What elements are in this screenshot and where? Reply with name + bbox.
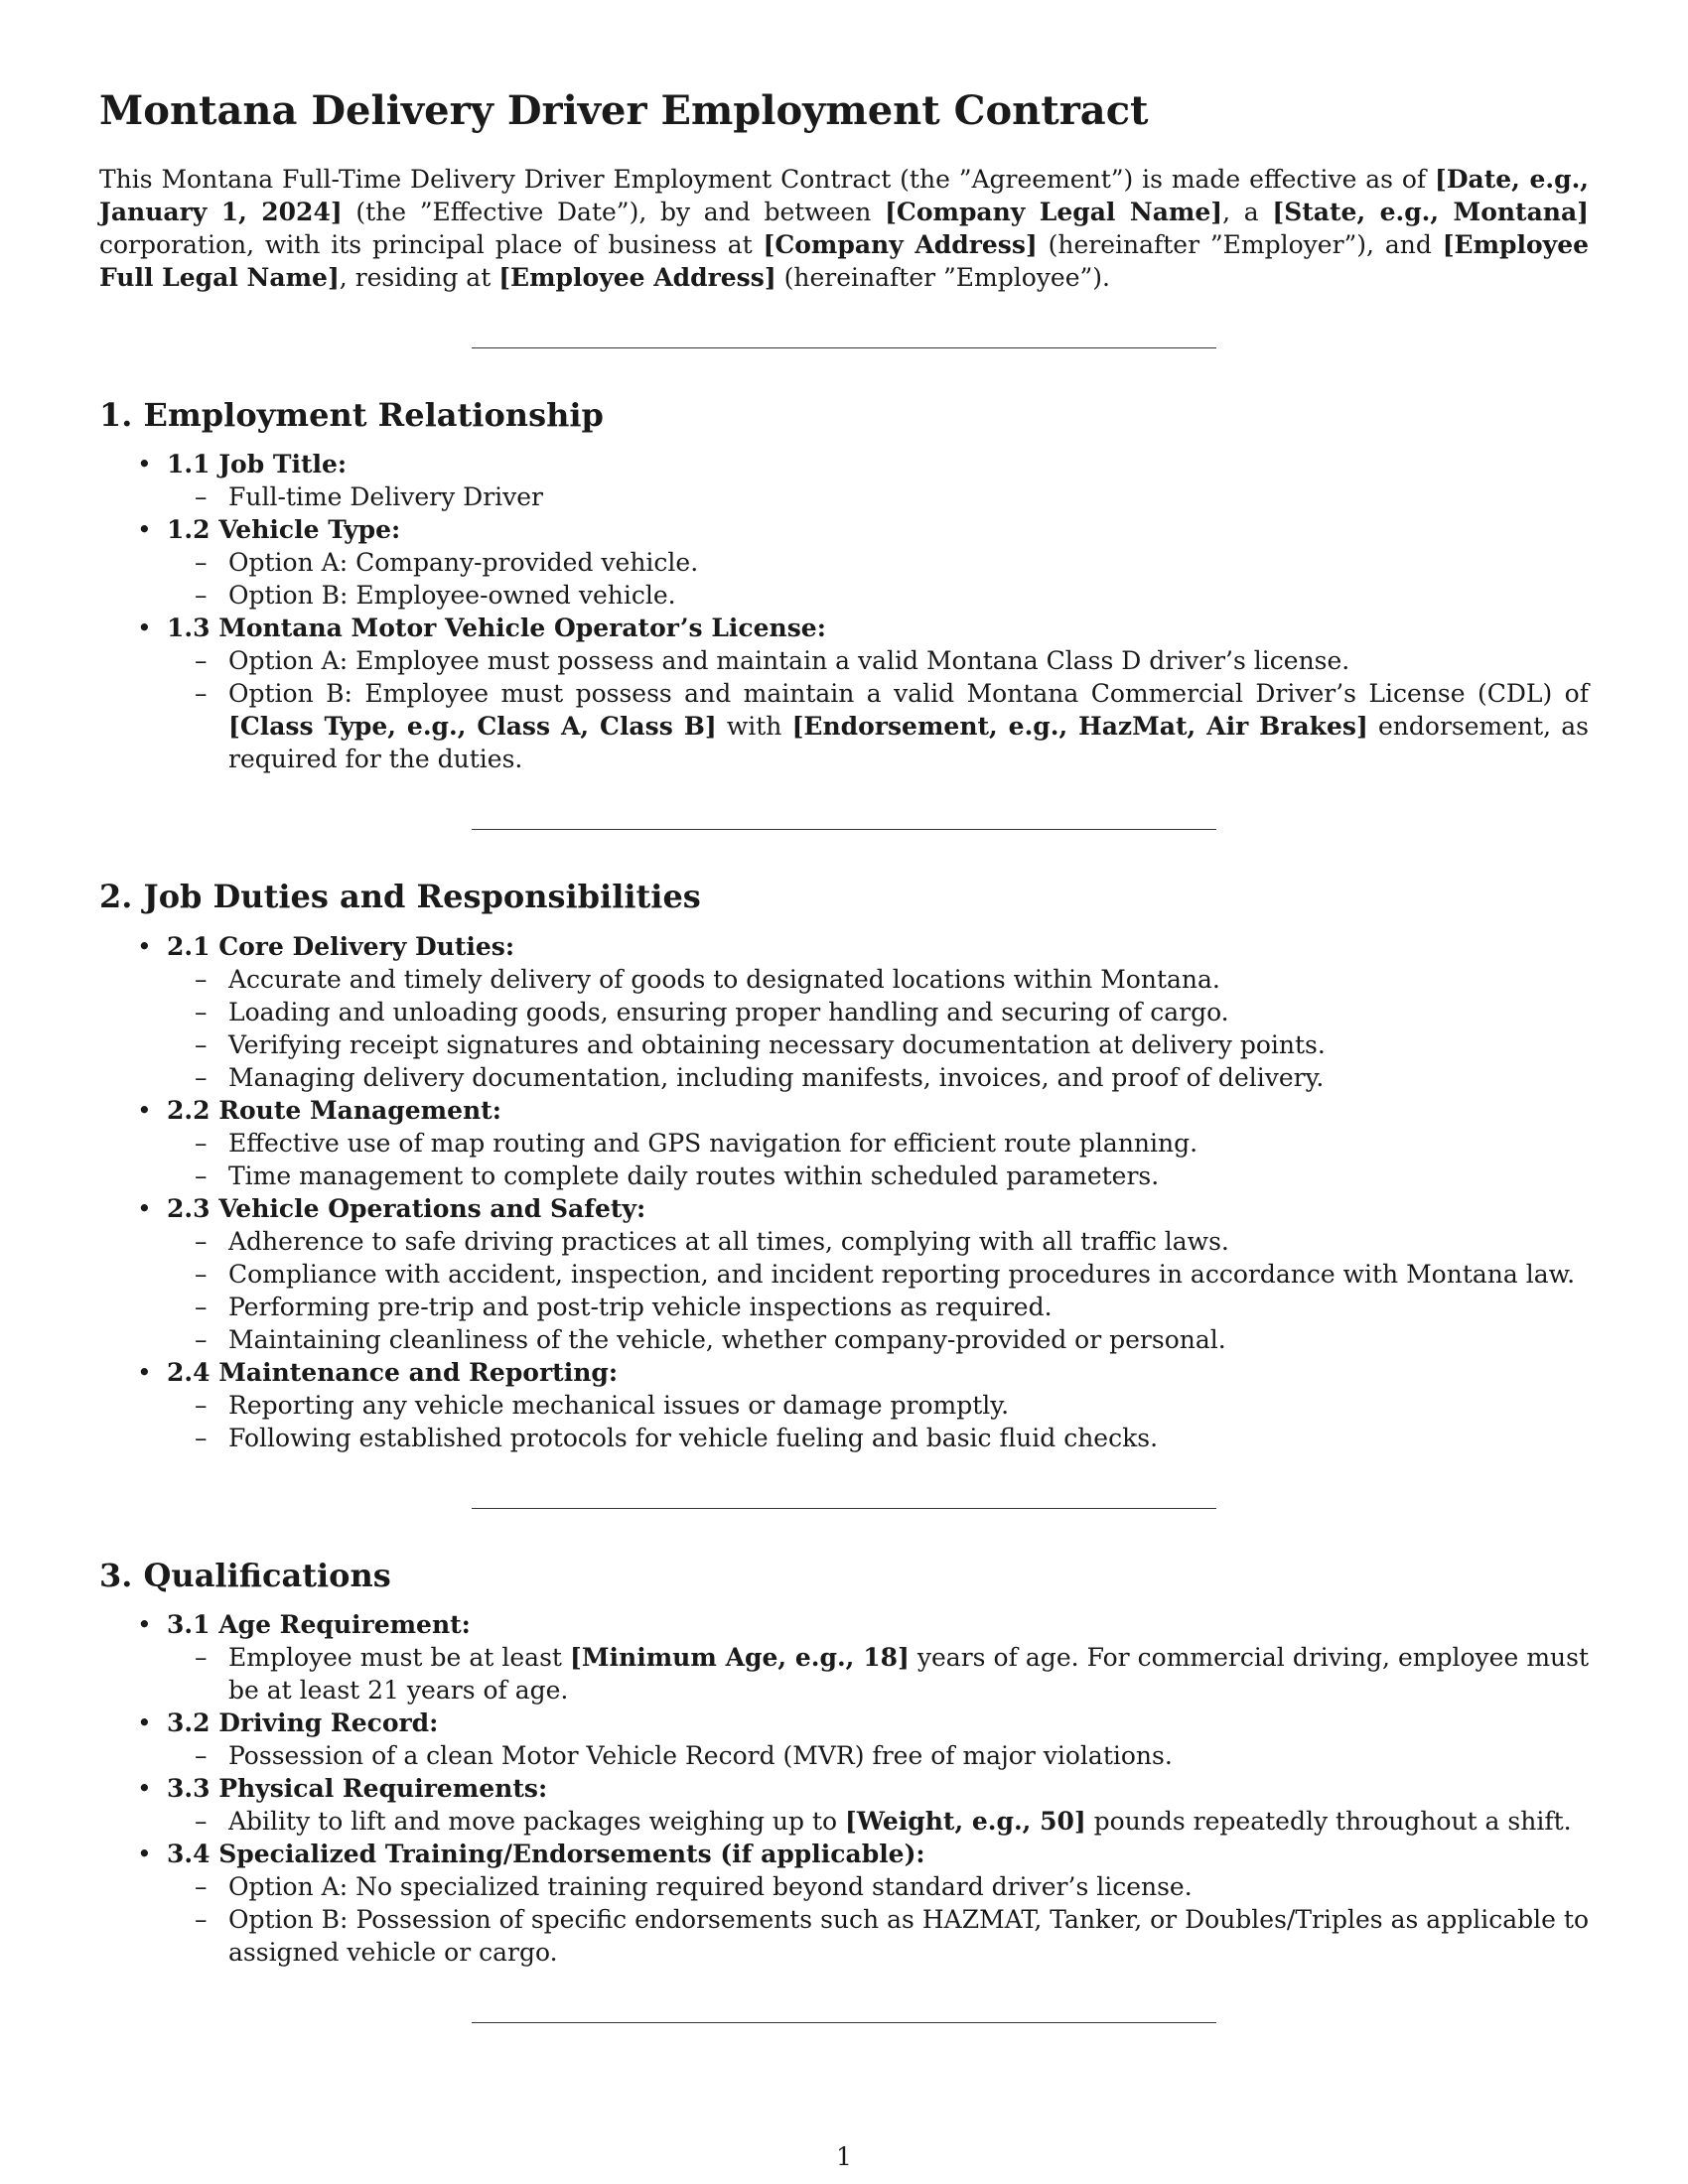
dash-icon: – bbox=[195, 1741, 208, 1771]
list-item bbox=[99, 1192, 1589, 1356]
list-item bbox=[99, 1838, 1589, 1969]
sub-item-text: endorsement, as required for the duties. bbox=[228, 712, 1590, 774]
section-heading: 1. Employment Relationship bbox=[99, 396, 604, 434]
sub-list-item bbox=[167, 1127, 1589, 1160]
dash-icon: – bbox=[195, 679, 208, 709]
sub-list-item bbox=[167, 1641, 1589, 1706]
dash-icon: – bbox=[195, 1643, 208, 1673]
intro-text: (hereinafter ”Employee”). bbox=[775, 263, 1110, 292]
item-title: 3.4 Specialized Training/Endorsements (if applicable): bbox=[167, 1840, 925, 1869]
sub-item-text: Managing delivery documentation, including manifests, invoices, and proof of delivery. bbox=[228, 1062, 1325, 1092]
sub-list bbox=[167, 1805, 1589, 1838]
bullet-icon: • bbox=[137, 1708, 152, 1738]
item-title: 2.3 Vehicle Operations and Safety: bbox=[167, 1193, 646, 1223]
dash-icon: – bbox=[195, 1029, 208, 1059]
section-divider bbox=[472, 829, 1216, 830]
sub-item-text: Option A: Employee must possess and maintain a valid Montana Class D driver’s license. bbox=[228, 646, 1350, 676]
list-item bbox=[99, 612, 1589, 775]
sub-list-item bbox=[167, 1028, 1589, 1061]
dash-icon: – bbox=[195, 1160, 208, 1190]
item-title: 2.4 Maintenance and Reporting: bbox=[167, 1357, 619, 1387]
sub-list-item bbox=[167, 546, 1589, 579]
intro-text: (hereinafter ”Employer”), and bbox=[1037, 230, 1443, 259]
sub-list-item bbox=[167, 1225, 1589, 1258]
section-divider bbox=[472, 2022, 1216, 2023]
bullet-icon: • bbox=[137, 1193, 152, 1223]
page-number: 1 bbox=[836, 2142, 852, 2171]
list-item bbox=[99, 1706, 1589, 1772]
sub-item-text: Employee must be at least bbox=[228, 1643, 571, 1673]
section-list bbox=[99, 448, 1589, 775]
document-title: Montana Delivery Driver Employment Contract bbox=[99, 87, 1149, 134]
dash-icon: – bbox=[195, 964, 208, 994]
item-title: 2.1 Core Delivery Duties: bbox=[167, 931, 515, 961]
intro-text: (the ”Effective Date”), by and between bbox=[342, 198, 886, 226]
sub-item-text: Compliance with accident, inspection, and incident reporting procedures in accordance with Montana law. bbox=[228, 1259, 1576, 1289]
sub-list bbox=[167, 1127, 1589, 1192]
intro-paragraph bbox=[99, 163, 1589, 294]
bullet-icon: • bbox=[137, 614, 152, 643]
list-item bbox=[99, 930, 1589, 1094]
bullet-icon: • bbox=[137, 1610, 152, 1640]
intro-text: This Montana Full-Time Delivery Driver Employment Contract (the ”Agreement”) is made effective as of bbox=[99, 165, 1436, 194]
dash-icon: – bbox=[195, 646, 208, 676]
section-list bbox=[99, 930, 1589, 1454]
dash-icon: – bbox=[195, 581, 208, 611]
sub-item-text: Option B: Employee-owned vehicle. bbox=[228, 581, 676, 611]
sub-item-text: Option B: Possession of specific endorsements such as HAZMAT, Tanker, or Doubles/Triples as applicable to assigned vehicle or cargo. bbox=[228, 1905, 1589, 1968]
sub-list bbox=[167, 480, 1589, 513]
sub-item-text: Option B: Employee must possess and maintain a valid Montana Commercial Driver’s License (CDL) of bbox=[228, 679, 1589, 709]
section-divider bbox=[472, 1508, 1216, 1509]
bullet-icon: • bbox=[137, 1095, 152, 1125]
section-heading: 2. Job Duties and Responsibilities bbox=[99, 878, 701, 916]
sub-list bbox=[167, 546, 1589, 612]
sub-item-text: Ability to lift and move packages weighing up to bbox=[228, 1807, 845, 1837]
dash-icon: – bbox=[195, 1872, 208, 1902]
sub-list-item bbox=[167, 1805, 1589, 1838]
list-item bbox=[99, 1094, 1589, 1192]
sub-item-text: Time management to complete daily routes within scheduled parameters. bbox=[228, 1160, 1160, 1190]
sub-list-item bbox=[167, 1903, 1589, 1969]
sub-list-item bbox=[167, 1422, 1589, 1454]
sub-list bbox=[167, 644, 1589, 775]
bullet-icon: • bbox=[137, 1840, 152, 1869]
sub-list bbox=[167, 1389, 1589, 1454]
state-placeholder: [State, e.g., Montana] bbox=[1272, 198, 1590, 226]
document-page bbox=[99, 87, 1589, 2023]
item-title: 2.2 Route Management: bbox=[167, 1095, 501, 1125]
dash-icon: – bbox=[195, 1128, 208, 1158]
dash-icon: – bbox=[195, 1423, 208, 1452]
sub-item-text: Possession of a clean Motor Vehicle Record (MVR) free of major violations. bbox=[228, 1741, 1173, 1771]
sub-list-item bbox=[167, 1061, 1589, 1094]
sub-item-text: Option A: Company-provided vehicle. bbox=[228, 548, 699, 578]
dash-icon: – bbox=[195, 1226, 208, 1256]
sub-list-item bbox=[167, 963, 1589, 996]
list-item bbox=[99, 1608, 1589, 1706]
bullet-icon: • bbox=[137, 1774, 152, 1804]
sub-list bbox=[167, 1870, 1589, 1969]
sub-item-text: Reporting any vehicle mechanical issues or damage promptly. bbox=[228, 1390, 1010, 1420]
sub-item-text: Loading and unloading goods, ensuring proper handling and securing of cargo. bbox=[228, 997, 1229, 1026]
intro-text: corporation, with its principal place of business at bbox=[99, 230, 764, 259]
sub-list-item bbox=[167, 579, 1589, 612]
company-address-placeholder: [Company Address] bbox=[763, 230, 1038, 259]
sub-item-text: Adherence to safe driving practices at all times, complying with all traffic laws. bbox=[228, 1226, 1229, 1256]
intro-text: , residing at bbox=[339, 263, 499, 292]
section-divider bbox=[472, 347, 1216, 348]
section-list bbox=[99, 1608, 1589, 1969]
item-title: 1.2 Vehicle Type: bbox=[167, 515, 401, 545]
bullet-icon: • bbox=[137, 1357, 152, 1387]
sub-item-text: Maintaining cleanliness of the vehicle, whether company-provided or personal. bbox=[228, 1324, 1226, 1354]
bullet-icon: • bbox=[137, 515, 152, 545]
cdl-class-placeholder: [Class Type, e.g., Class A, Class B] bbox=[228, 712, 717, 742]
sub-item-text: Following established protocols for vehicle fueling and basic fluid checks. bbox=[228, 1423, 1159, 1452]
dash-icon: – bbox=[195, 1259, 208, 1289]
date-placeholder: [Date, e.g., January 1, 2024] bbox=[99, 165, 1589, 226]
item-title: 3.2 Driving Record: bbox=[167, 1708, 439, 1738]
dash-icon: – bbox=[195, 1324, 208, 1354]
sub-item-text: Performing pre-trip and post-trip vehicle inspections as required. bbox=[228, 1292, 1053, 1321]
endorsement-placeholder: [Endorsement, e.g., HazMat, Air Brakes] bbox=[791, 712, 1368, 742]
sub-list-item bbox=[167, 677, 1589, 775]
company-name-placeholder: [Company Legal Name] bbox=[885, 198, 1223, 226]
dash-icon: – bbox=[195, 1390, 208, 1420]
sub-list-item bbox=[167, 480, 1589, 513]
item-title: 3.3 Physical Requirements: bbox=[167, 1774, 548, 1804]
sub-item-text: pounds repeatedly throughout a shift. bbox=[1085, 1807, 1572, 1837]
intro-text: , a bbox=[1222, 198, 1273, 226]
bullet-icon: • bbox=[137, 931, 152, 961]
list-item bbox=[99, 513, 1589, 612]
sub-list-item bbox=[167, 1389, 1589, 1422]
sub-list-item bbox=[167, 1870, 1589, 1903]
bullet-icon: • bbox=[137, 450, 152, 479]
list-item bbox=[99, 1356, 1589, 1454]
employee-address-placeholder: [Employee Address] bbox=[498, 263, 776, 292]
sub-list-item bbox=[167, 1160, 1589, 1192]
item-title: 1.1 Job Title: bbox=[167, 450, 348, 479]
weight-placeholder: [Weight, e.g., 50] bbox=[845, 1807, 1086, 1837]
dash-icon: – bbox=[195, 1292, 208, 1321]
dash-icon: – bbox=[195, 1062, 208, 1092]
sub-list-item bbox=[167, 644, 1589, 677]
list-item bbox=[99, 448, 1589, 513]
sub-list-item bbox=[167, 1323, 1589, 1356]
dash-icon: – bbox=[195, 1807, 208, 1837]
sub-item-text: Option A: No specialized training required beyond standard driver’s license. bbox=[228, 1872, 1193, 1902]
sub-item-text: with bbox=[716, 712, 792, 742]
dash-icon: – bbox=[195, 548, 208, 578]
minimum-age-placeholder: [Minimum Age, e.g., 18] bbox=[570, 1643, 910, 1673]
section-heading: 3. Qualifications bbox=[99, 1556, 391, 1594]
sub-list bbox=[167, 1641, 1589, 1706]
item-title: 1.3 Montana Motor Vehicle Operator’s License: bbox=[167, 614, 826, 643]
item-title: 3.1 Age Requirement: bbox=[167, 1610, 471, 1640]
sub-item-text: Full-time Delivery Driver bbox=[228, 482, 544, 512]
sub-list bbox=[167, 963, 1589, 1094]
sub-list-item bbox=[167, 1291, 1589, 1323]
sub-item-text: years of age. For commercial driving, employee must be at least 21 years of age. bbox=[228, 1643, 1589, 1706]
sub-item-text: Verifying receipt signatures and obtaining necessary documentation at delivery points. bbox=[228, 1029, 1326, 1059]
sub-item-text: Effective use of map routing and GPS navigation for efficient route planning. bbox=[228, 1128, 1198, 1158]
employee-name-placeholder: [Employee Full Legal Name] bbox=[99, 230, 1590, 292]
list-item bbox=[99, 1772, 1589, 1838]
sub-item-text: Accurate and timely delivery of goods to designated locations within Montana. bbox=[228, 964, 1220, 994]
sub-list bbox=[167, 1739, 1589, 1772]
dash-icon: – bbox=[195, 997, 208, 1026]
sub-list-item bbox=[167, 1258, 1589, 1291]
sub-list-item bbox=[167, 996, 1589, 1028]
dash-icon: – bbox=[195, 482, 208, 512]
sub-list bbox=[167, 1225, 1589, 1356]
dash-icon: – bbox=[195, 1905, 208, 1935]
sub-list-item bbox=[167, 1739, 1589, 1772]
